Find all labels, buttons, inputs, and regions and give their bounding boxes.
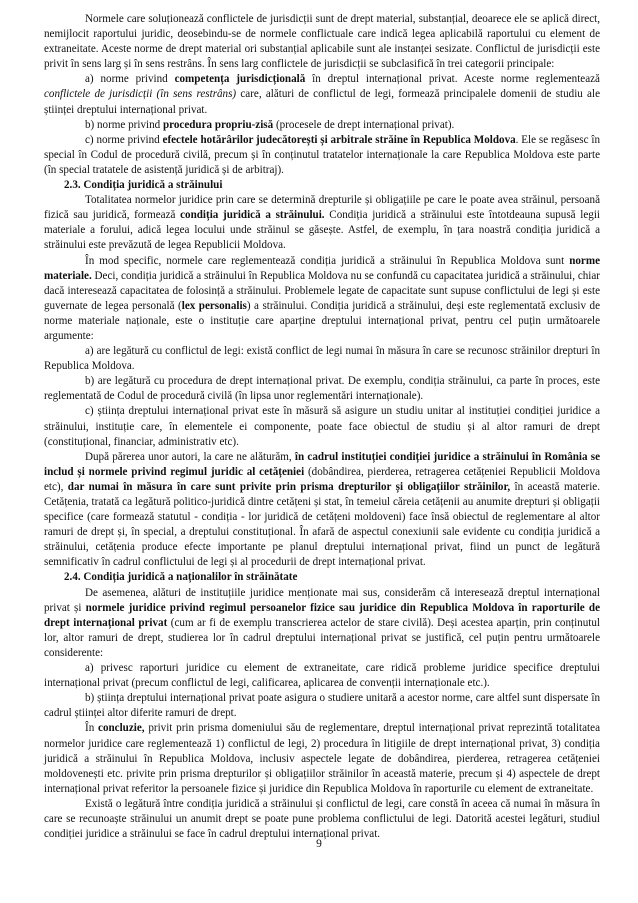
paragraph-consideration-a: a) privesc raporturi juridice cu element de extraneitate, care ridică probleme juridice specifice dreptului internațional privat (precum conflictul de legi, calificarea, aplicarea de convenții internaționale etc.). [44,662,600,690]
paragraph-nationals-abroad: De asemenea, alături de instituțiile juridice menționate mai sus, considerăm că interesează dreptul internațional privat și normele juridice privind regimul persoanelor fizice sau juridice din Republica Moldova în raporturile de drept internațional privat (cum ar fi de exemplu transcrierea actelor de stare civilă). Deși acestea aparțin, prin conținutul lor, altor ramuri de drept, studierea lor în cadrul dreptului internațional privat se justifică, cel puțin pentru următoarele considerente: [44,586,600,659]
paragraph-link-conflict-of-laws: Există o legătură între condiția juridică a străinului și conflictul de legi, care constă în aceea că numai în măsura în care se recunoaște străinului un anumit drept se poate pune problema conflictului de legi. Datorită acestei legături, studiul condiției juridice a străinului se face în cadrul dreptului internațional privat. [44,797,600,841]
paragraph-conclusion: În concluzie, privit prin prisma domeniului său de reglementare, dreptul internațional privat reprezintă totalitatea normelor juridice care reglementează 1) conflictul de legi, 2) procedura în litigiile de drept internațional privat, 3) condiția juridică a străinului în Republica Moldova, inclusiv aspectele legate de dobândirea, pierderea, retragerea cetățeniei moldovenești etc. privite prin prisma drepturilor și obligațiilor străinilor în această materie, precum și 4) aspectele de drept internațional privat referitor la persoanele fizice și juridice din Republica Moldova în raporturile cu element de extraneitate. [44,722,600,795]
page-number: 9 [316,838,322,850]
section-heading-2-3: 2.3. Condiția juridică a străinului [64,179,223,192]
document-page [44,12,600,842]
paragraph-norms-c: c) norme privind efectele hotărârilor judecătorești și arbitrale străine în Republica Moldova. Ele se regăsesc în special în Codul de procedură civilă, precum și în conținutul tratatelor internaționale la care Republica Moldova este parte (în special tratatele de asistență juridică și de arbitraj). [44,133,601,176]
paragraph-argument-a: a) are legătură cu conflictul de legi: există conflict de legi numai în măsura în care se recunosc străinilor drepturi în Republica Moldova. [44,345,600,373]
paragraph-consideration-b: b) știința dreptului internațional privat poate asigura o studiere unitară a acestor norme, care altfel sunt dispersate în cadrul științei altor diferite ramuri de drept. [44,692,600,720]
paragraph-material-norms: În mod specific, normele care reglementează condiția juridică a străinului în Republica Moldova sunt norme materiale. Deci, condiția juridică a străinului în Republica Moldova nu se confundă cu capacitatea juridică a străinului, chiar dacă interesează capacitatea de folosință a străinului. Problemele legate de capacitate sunt supuse conflictului de legi și este guvernate de legea personală (lex personalis) a străinului. Condiția juridică a străinului, deși este reglementată exclusiv de norme materiale naționale, este o instituție care aparține dreptului internațional privat, pentru cel puțin următoarele argumente: [44,254,600,342]
paragraph-jurisdiction-conflicts: Normele care soluționează conflictele de jurisdicții sunt de drept material, substanțial, deoarece ele se aplică direct, nemijlocit raportului juridic, deosebindu-se de normele conflictuale care indică legea aplicabilă raportului cu element de extraneitate. Aceste norme de drept material ori substanțial aplicabile sunt ale instanței sesizate. Conflictul de jurisdicții este privit în sens larg și în sens restrâns. În sens larg conflictele de jurisdicții se subclasifică în trei categorii principale: [44,13,600,71]
paragraph-argument-c: c) știința dreptului internațional privat este în măsură să asigure un studiu unitar al instituției condiției juridice a străinului, instituție care, în elementele ei componente, poate face obiectul de studiu și al altor ramuri de drept (constituțional, financiar, administrativ etc). [44,405,600,448]
paragraph-argument-b: b) are legătură cu procedura de drept internațional privat. De exemplu, condiția străinului, ca parte în proces, este reglementată de Codul de procedură civilă (în lipsa unor reglementări internaționale). [44,375,600,403]
paragraph-norms-a: a) norme privind competența jurisdicțională în dreptul internațional privat. Aceste norme reglementează conflictele de jurisdicții (în sens restrâns) care, alături de conflictul de legi, formează principalele domenii de studiu ale științei dreptului internațional privat. [44,73,600,116]
section-heading-2-4: 2.4. Condiția juridică a naționalilor în străinătate [64,571,298,584]
paragraph-citizenship: După părerea unor autori, la care ne alăturăm, în cadrul instituției condiției juridice a străinului în România se includ și normele privind regimul juridic al cetățeniei (dobândirea, pierderea, retragerea cetățeniei Republicii Moldova etc), dar numai în măsura în care sunt privite prin prisma drepturilor și obligațiilor străinilor, în această materie. Cetățenia, tratată ca legătură politico-juridică dintre cetățeni și stat, în temeiul căreia cetățenii au anumite drepturi și obligații specifice (care formează statutul - condiția - lor juridică de cetățeni moldoveni) face însă obiectul de reglementare al altor ramuri de drept și, în special, a dreptului constituțional. În afară de aspectul conexiunii sale evidente cu condiția juridică a străinului, cetățenia produce efecte importante pe planul dreptului internațional privat, fiind un punct de legătură semnificativ în cadrul conflictului de legi și al procedurii de drept internațional privat. [44,450,601,569]
paragraph-norms-b: b) norme privind procedura propriu-zisă (procesele de drept internațional privat). [85,118,455,131]
paragraph-foreigner-status: Totalitatea normelor juridice prin care se determină drepturile și obligațiile pe care le poate avea străinul, persoană fizică sau juridică, formează condiția juridică a străinului. Condiția juridică a străinului este întotdeauna supusă legii materiale a forului, adică legea locului unde străinul se găsește. Astfel, de exemplu, în țara noastră condiția juridică a străinului este prevăzută de legea Republicii Moldova. [44,194,600,252]
